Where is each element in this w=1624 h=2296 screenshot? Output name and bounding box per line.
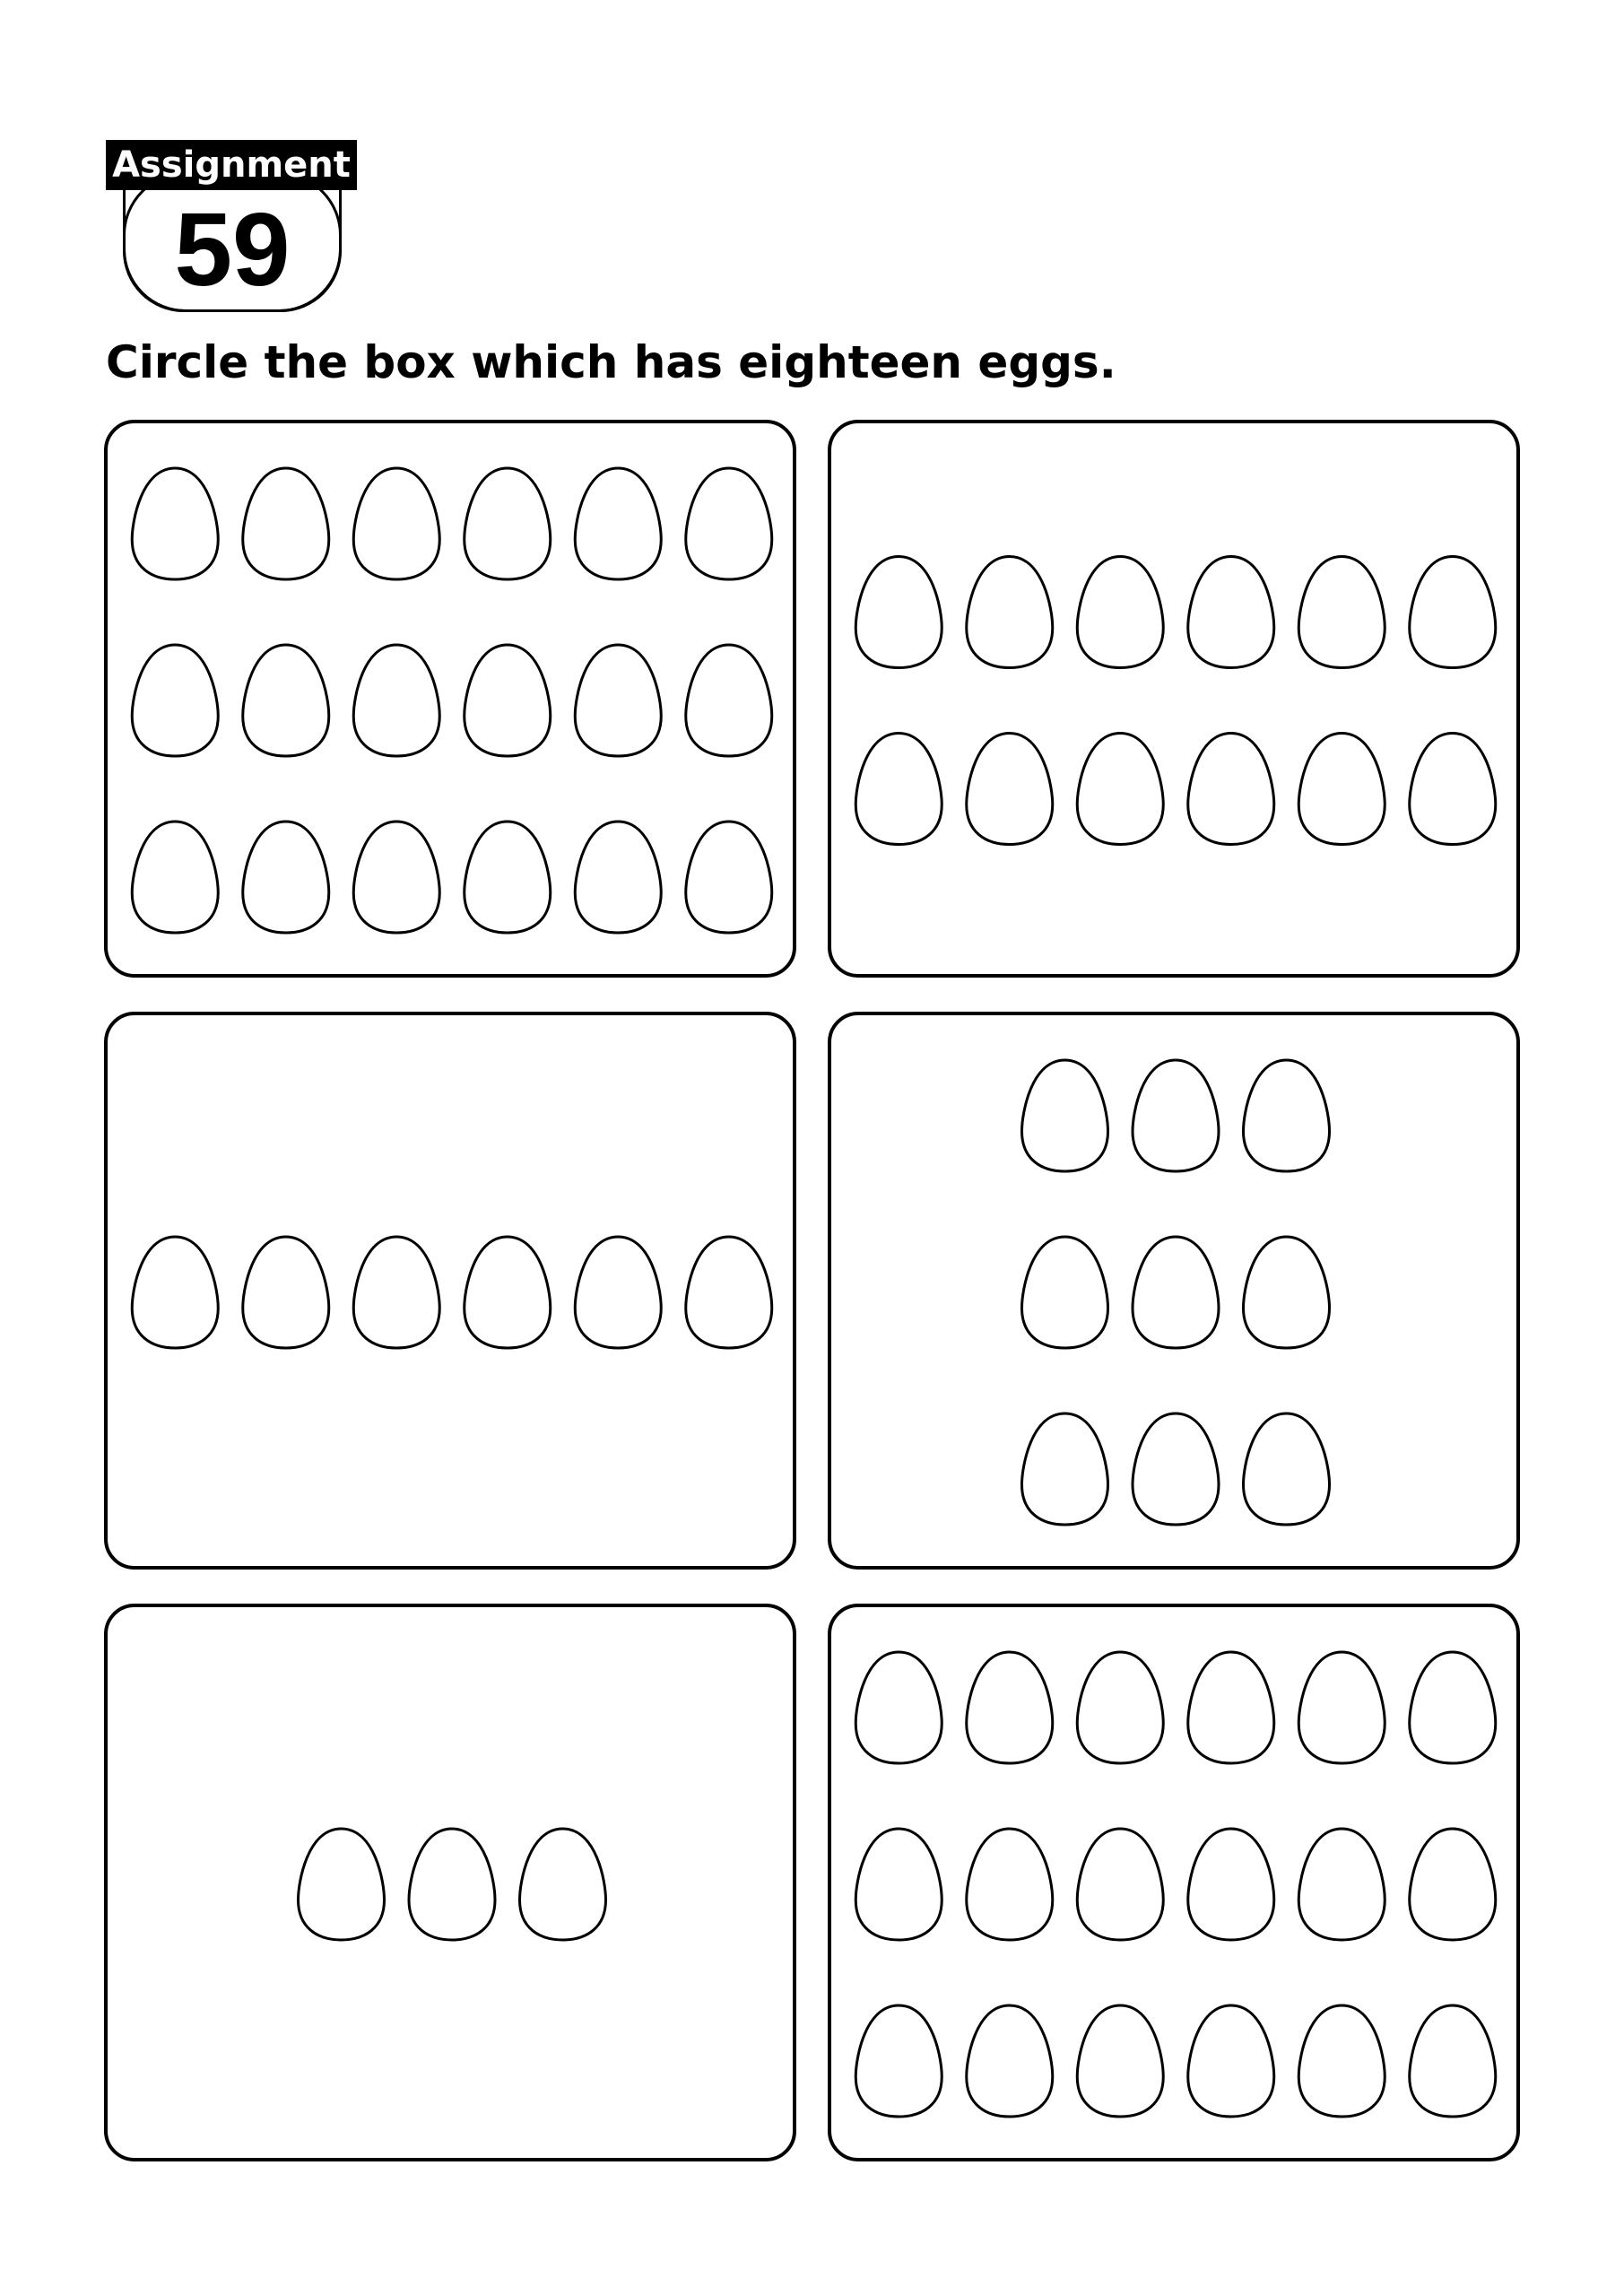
- egg-icon: [686, 1237, 772, 1348]
- egg-icon: [132, 1237, 218, 1348]
- egg-icon: [1244, 1237, 1330, 1348]
- egg-box-1[interactable]: [104, 420, 796, 978]
- egg-icon: [132, 645, 218, 756]
- egg-icon: [855, 557, 942, 668]
- egg-icon: [353, 645, 439, 756]
- egg-icon: [1410, 1829, 1496, 1940]
- egg-icon: [243, 645, 329, 756]
- egg-icon: [1077, 734, 1163, 845]
- egg-icon: [855, 1652, 942, 1763]
- egg-icon: [465, 468, 551, 579]
- egg-group: [108, 1015, 800, 1573]
- egg-icon: [1133, 1413, 1219, 1525]
- egg-icon: [409, 1829, 495, 1940]
- egg-icon: [1298, 1652, 1385, 1763]
- egg-icon: [967, 1652, 1053, 1763]
- egg-group: [108, 423, 800, 981]
- egg-icon: [1077, 1829, 1163, 1940]
- egg-icon: [1022, 1237, 1108, 1348]
- egg-icon: [1022, 1060, 1108, 1171]
- egg-icon: [1188, 2005, 1274, 2117]
- egg-box-3[interactable]: [104, 1012, 796, 1570]
- egg-icon: [1188, 734, 1274, 845]
- egg-icon: [575, 822, 661, 933]
- egg-icon: [967, 557, 1053, 668]
- egg-icon: [1244, 1060, 1330, 1171]
- egg-icon: [855, 1829, 942, 1940]
- egg-icon: [967, 1829, 1053, 1940]
- egg-icon: [967, 2005, 1053, 2117]
- egg-icon: [1410, 557, 1496, 668]
- egg-icon: [465, 822, 551, 933]
- egg-icon: [465, 645, 551, 756]
- egg-icon: [1298, 557, 1385, 668]
- egg-icon: [1298, 734, 1385, 845]
- egg-icon: [1410, 734, 1496, 845]
- egg-box-6[interactable]: [828, 1604, 1520, 2161]
- egg-icon: [1022, 1413, 1108, 1525]
- egg-icon: [1188, 557, 1274, 668]
- egg-icon: [575, 645, 661, 756]
- egg-icon: [686, 822, 772, 933]
- egg-icon: [686, 645, 772, 756]
- egg-icon: [686, 468, 772, 579]
- egg-icon: [1410, 1652, 1496, 1763]
- egg-icon: [1077, 1652, 1163, 1763]
- egg-icon: [1133, 1060, 1219, 1171]
- egg-icon: [132, 822, 218, 933]
- egg-icon: [353, 822, 439, 933]
- egg-icon: [520, 1829, 606, 1940]
- egg-icon: [1298, 1829, 1385, 1940]
- egg-icon: [299, 1829, 385, 1940]
- egg-group: [831, 1015, 1524, 1573]
- egg-icon: [855, 2005, 942, 2117]
- egg-icon: [1410, 2005, 1496, 2117]
- egg-icon: [1077, 557, 1163, 668]
- egg-icon: [575, 468, 661, 579]
- egg-icon: [1133, 1237, 1219, 1348]
- egg-box-5[interactable]: [104, 1604, 796, 2161]
- egg-icon: [243, 468, 329, 579]
- egg-icon: [243, 1237, 329, 1348]
- assignment-number: 59: [174, 191, 291, 308]
- egg-box-2[interactable]: [828, 420, 1520, 978]
- assignment-badge: Assignment: [106, 140, 357, 190]
- instruction-text: Circle the box which has eighteen eggs.: [106, 336, 1116, 388]
- egg-icon: [575, 1237, 661, 1348]
- egg-group: [831, 423, 1524, 981]
- egg-icon: [353, 468, 439, 579]
- egg-icon: [967, 734, 1053, 845]
- egg-group: [108, 1607, 800, 2165]
- egg-icon: [132, 468, 218, 579]
- egg-icon: [1244, 1413, 1330, 1525]
- egg-icon: [465, 1237, 551, 1348]
- egg-icon: [1298, 2005, 1385, 2117]
- egg-icon: [855, 734, 942, 845]
- egg-group: [831, 1607, 1524, 2165]
- egg-icon: [1188, 1829, 1274, 1940]
- egg-icon: [1077, 2005, 1163, 2117]
- egg-icon: [1188, 1652, 1274, 1763]
- egg-icon: [243, 822, 329, 933]
- egg-box-4[interactable]: [828, 1012, 1520, 1570]
- egg-icon: [353, 1237, 439, 1348]
